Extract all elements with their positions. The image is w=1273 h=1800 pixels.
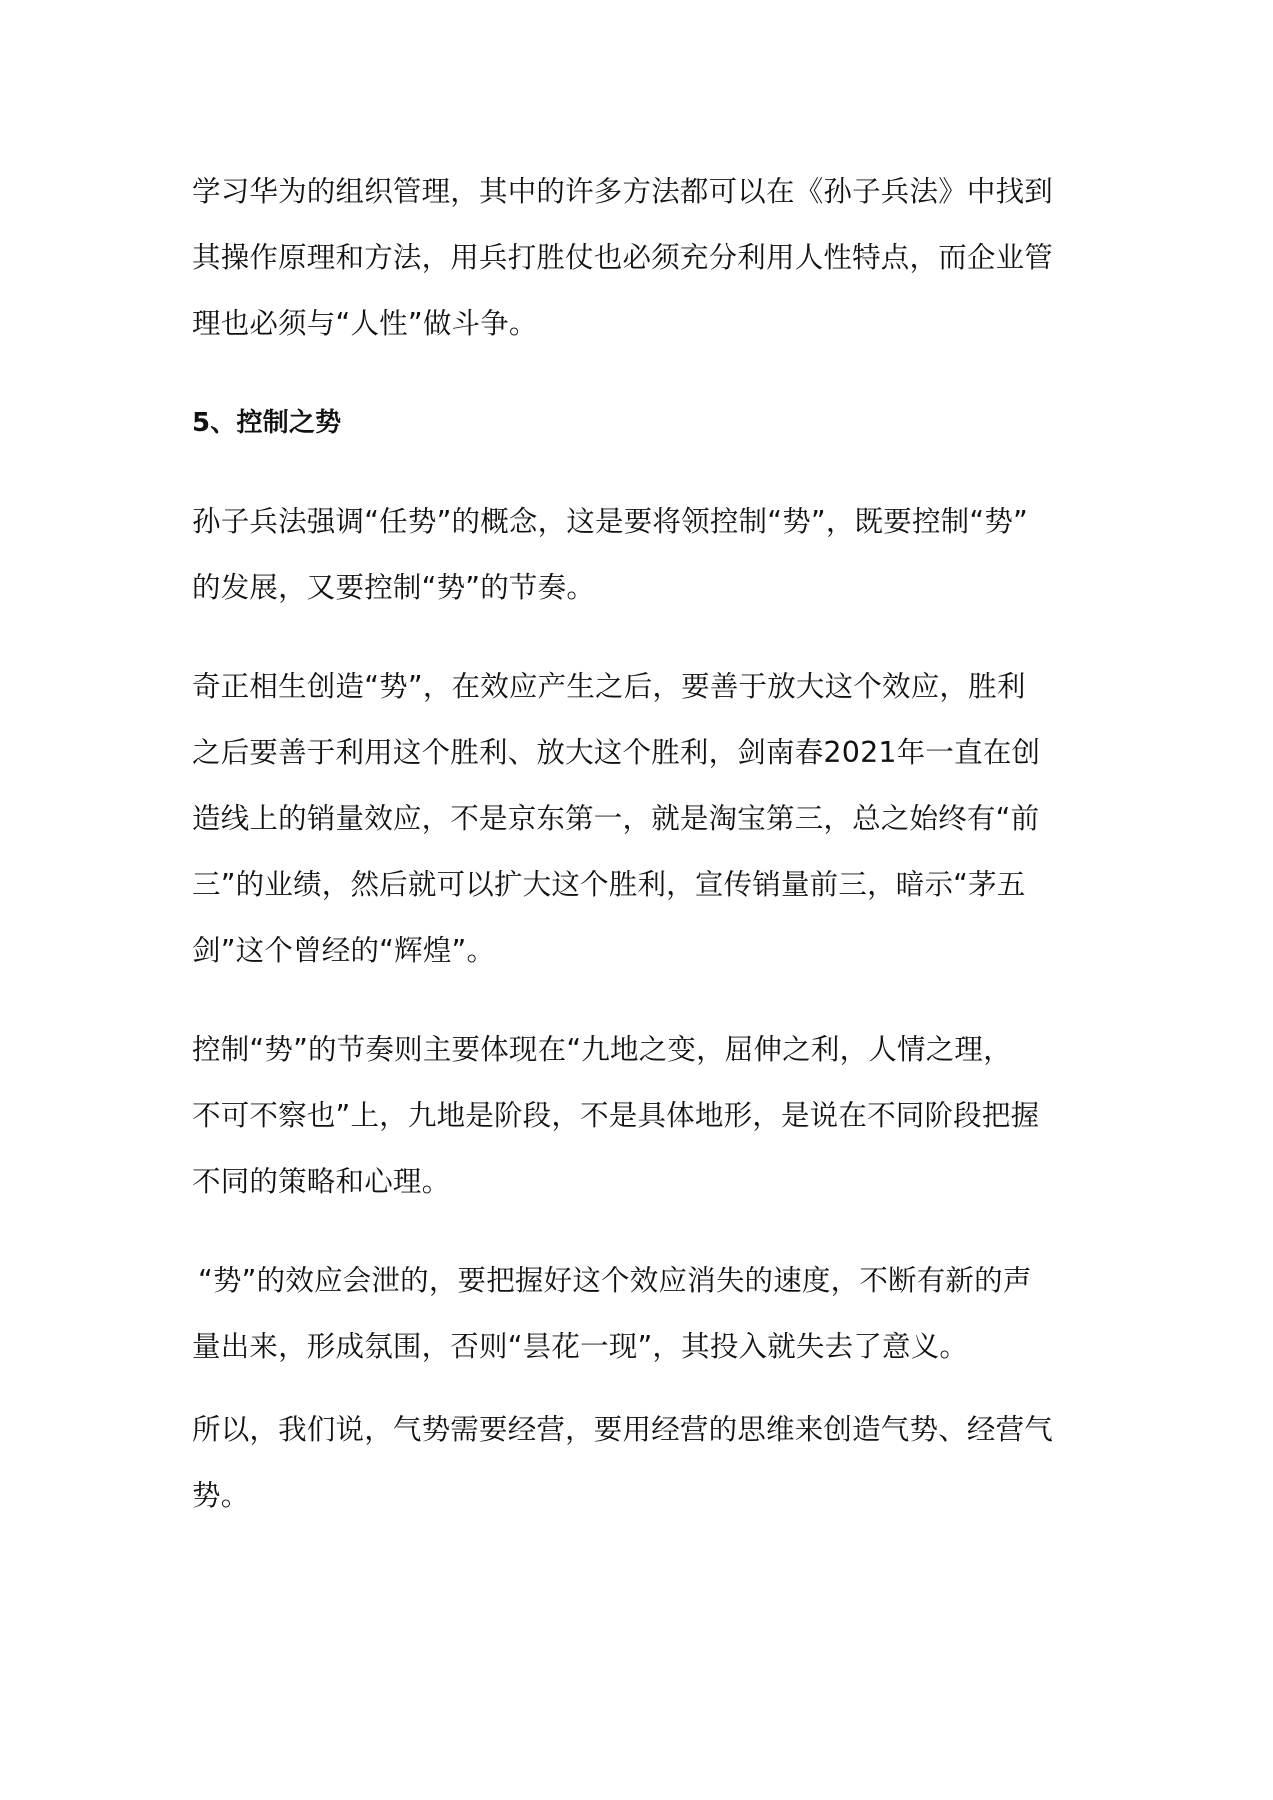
paragraph-5-line-2: 量出来，形成氛围，否则“昙花一现”，其投入就失去了意义。	[192, 1330, 969, 1363]
paragraph-5-line-1: “势”的效应会泄的，要把握好这个效应消失的速度，不断有新的声	[198, 1264, 1032, 1297]
paragraph-3-line-2: 之后要善于利用这个胜利、放大这个胜利，剑南春2021年一直在创	[192, 736, 1041, 769]
paragraph-2-line-2: 的发展，又要控制“势”的节奏。	[192, 571, 596, 604]
paragraph-1-line-3: 理也必须与“人性”做斗争。	[192, 307, 538, 340]
paragraph-6-line-2: 势。	[192, 1479, 250, 1512]
section-heading: 5、控制之势	[192, 408, 342, 438]
paragraph-3-line-4: 三”的业绩，然后就可以扩大这个胜利，宣传销量前三，暗示“茅五	[192, 868, 1026, 901]
paragraph-4-line-2: 不可不察也”上，九地是阶段，不是具体地形，是说在不同阶段把握	[192, 1099, 1040, 1132]
paragraph-3-line-1: 奇正相生创造“势”，在效应产生之后，要善于放大这个效应，胜利	[192, 670, 1026, 703]
paragraph-4-line-3: 不同的策略和心理。	[192, 1165, 451, 1198]
paragraph-1-line-2: 其操作原理和方法，用兵打胜仗也必须充分利用人性特点，而企业管	[192, 241, 1054, 274]
paragraph-4-line-1: 控制“势”的节奏则主要体现在“九地之变，屈伸之利，人情之理，	[192, 1033, 1012, 1066]
paragraph-2-line-1: 孙子兵法强调“任势”的概念，这是要将领控制“势”，既要控制“势”	[192, 505, 1028, 538]
paragraph-3-line-5: 剑”这个曾经的“辉煌”。	[192, 934, 496, 967]
paragraph-1-line-1: 学习华为的组织管理，其中的许多方法都可以在《孙子兵法》中找到	[192, 175, 1054, 208]
paragraph-6-line-1: 所以，我们说，气势需要经营，要用经营的思维来创造气势、经营气	[192, 1413, 1054, 1446]
paragraph-3-line-3: 造线上的销量效应，不是京东第一，就是淘宝第三，总之始终有“前	[192, 802, 1040, 835]
